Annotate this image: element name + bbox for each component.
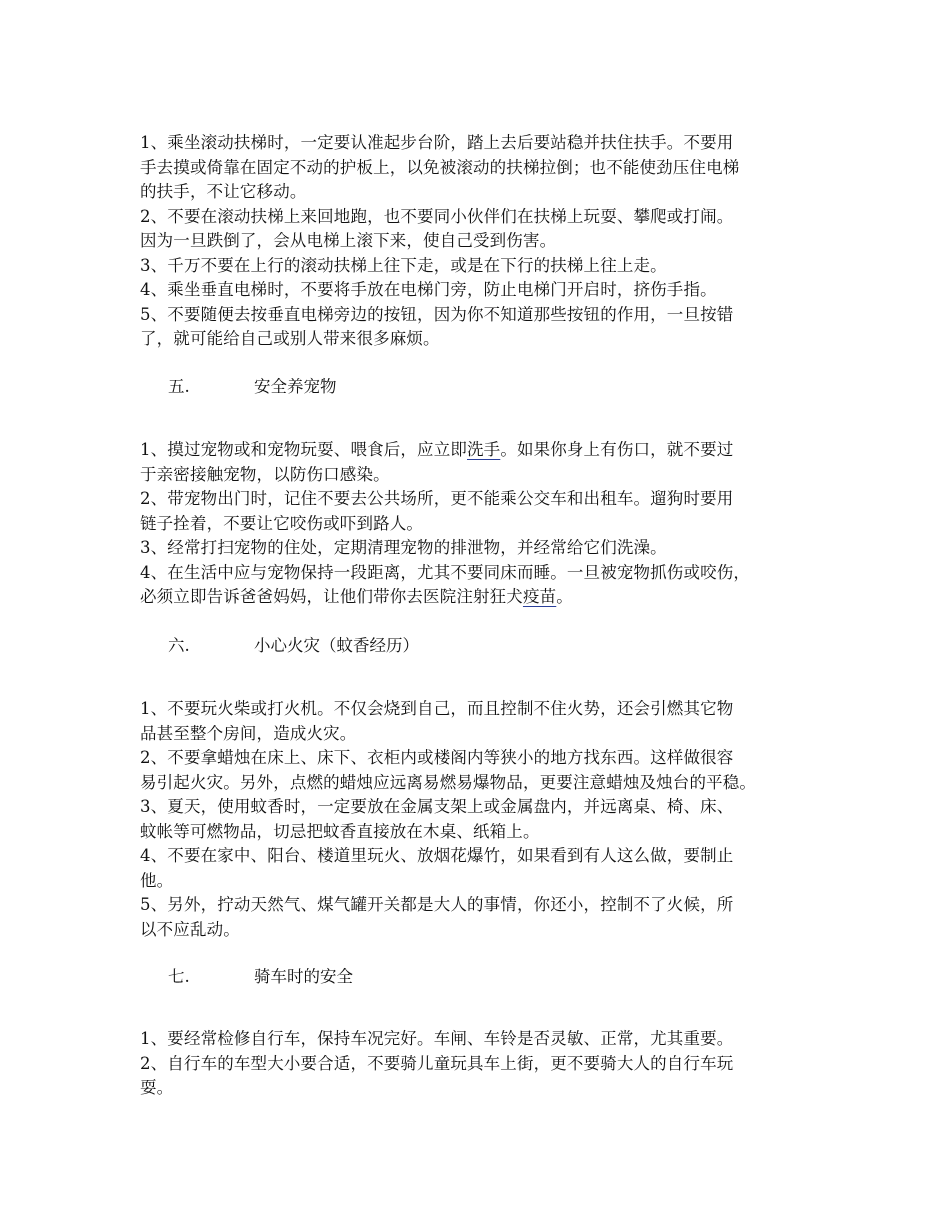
text-line [140, 438, 840, 463]
section-heading-fire [168, 632, 419, 656]
section-number: 五. [168, 377, 190, 396]
section-title: 小心火灾（蚊香经历） [254, 636, 419, 655]
pet-safety-paragraph [140, 438, 840, 610]
section-heading-cycling [168, 963, 353, 987]
escalator-safety-paragraph [140, 131, 840, 352]
section-heading-pets [168, 373, 337, 397]
text-line: 品甚至整个房间，造成火灾。 [140, 723, 357, 743]
text-line: 1、乘坐滚动扶梯时，一定要认准起步台阶，踏上去后要站稳并扶住扶手。不要用 [140, 133, 734, 152]
text-line: 他。 [140, 870, 174, 890]
fire-safety-paragraph [140, 697, 840, 942]
section-number: 六. [168, 636, 190, 655]
text-line: 2、不要在滚动扶梯上来回地跑，也不要同小伙伴们在扶梯上玩耍、攀爬或打闹。 [140, 206, 734, 226]
section-title: 安全养宠物 [254, 377, 337, 396]
text-line: 蚊帐等可燃物品，切忌把蚊香直接放在木桌、纸箱上。 [140, 821, 540, 841]
text-line: 以不应乱动。 [140, 919, 240, 939]
text-line: 2、不要拿蜡烛在床上、床下、衣柜内或楼阁内等狭小的地方找东西。这样做很容 [140, 748, 734, 767]
text-line: 2、带宠物出门时，记住不要去公共场所，更不能乘公交车和出租车。遛狗时要用 [140, 489, 734, 508]
text-line: 5、不要随便去按垂直电梯旁边的按钮，因为你不知道那些按钮的作用，一旦按错 [140, 304, 734, 324]
text-line: 耍。 [140, 1078, 174, 1097]
text-line: 手去摸或倚靠在固定不动的护板上，以免被滚动的扶梯拉倒；也不能使劲压住电梯 [140, 157, 740, 177]
text-line: 5、另外，拧动天然气、煤气罐开关都是大人的事情，你还小，控制不了火候，所 [140, 895, 734, 914]
text-segment: 必须立即告诉爸爸妈妈，让他们带你去医院注射狂犬 [140, 587, 523, 606]
text-line: 2、自行车的车型大小要合适，不要骑儿童玩具车上街，更不要骑大人的自行车玩 [140, 1053, 734, 1073]
text-line: 3、夏天，使用蚊香时，一定要放在金属支架上或金属盘内，并远离桌、椅、床、 [140, 797, 734, 816]
cycling-safety-paragraph [140, 1027, 840, 1101]
text-segment: 。 [556, 587, 573, 606]
text-line: 4、乘坐垂直电梯时，不要将手放在电梯门旁，防止电梯门开启时，挤伤手指。 [140, 280, 717, 299]
text-line: 因为一旦跌倒了，会从电梯上滚下来，使自己受到伤害。 [140, 231, 557, 250]
text-line: 1、不要玩火柴或打火机。不仅会烧到自己，而且控制不住火势，还会引燃其它物 [140, 699, 734, 718]
text-line: 3、经常打扫宠物的住处，定期清理宠物的排泄物，并经常给它们洗澡。 [140, 538, 667, 557]
text-line: 4、不要在家中、阳台、楼道里玩火、放烟花爆竹，如果看到有人这么做，要制止 [140, 846, 734, 865]
vaccine-link[interactable]: 疫苗 [522, 587, 557, 606]
text-segment: 。如果你身上有伤口，就不要过 [500, 440, 734, 459]
text-line: 的扶手，不让它移动。 [140, 182, 307, 201]
text-line: 了，就可能给自己或别人带来很多麻烦。 [140, 329, 440, 348]
section-number: 七. [168, 967, 190, 986]
text-line: 1、要经常检修自行车，保持车况完好。车闸、车铃是否灵敏、正常，尤其重要。 [140, 1029, 734, 1048]
text-line: 4、在生活中应与宠物保持一段距离，尤其不要同床而睡。一旦被宠物抓伤或咬伤， [140, 562, 751, 582]
text-line: 于亲密接触宠物，以防伤口感染。 [140, 464, 390, 484]
text-line [140, 585, 840, 610]
text-line: 3、千万不要在上行的滚动扶梯上往下走，或是在下行的扶梯上往上走。 [140, 255, 667, 275]
text-line: 链子拴着，不要让它咬伤或吓到路人。 [140, 513, 424, 533]
section-title: 骑车时的安全 [254, 967, 353, 986]
text-segment: 1、摸过宠物或和宠物玩耍、喂食后，应立即 [140, 440, 467, 459]
wash-hands-link[interactable]: 洗手 [467, 440, 501, 459]
text-line: 易引起火灾。另外，点燃的蜡烛应远离易燃易爆物品，更要注意蜡烛及烛台的平稳。 [140, 772, 757, 792]
